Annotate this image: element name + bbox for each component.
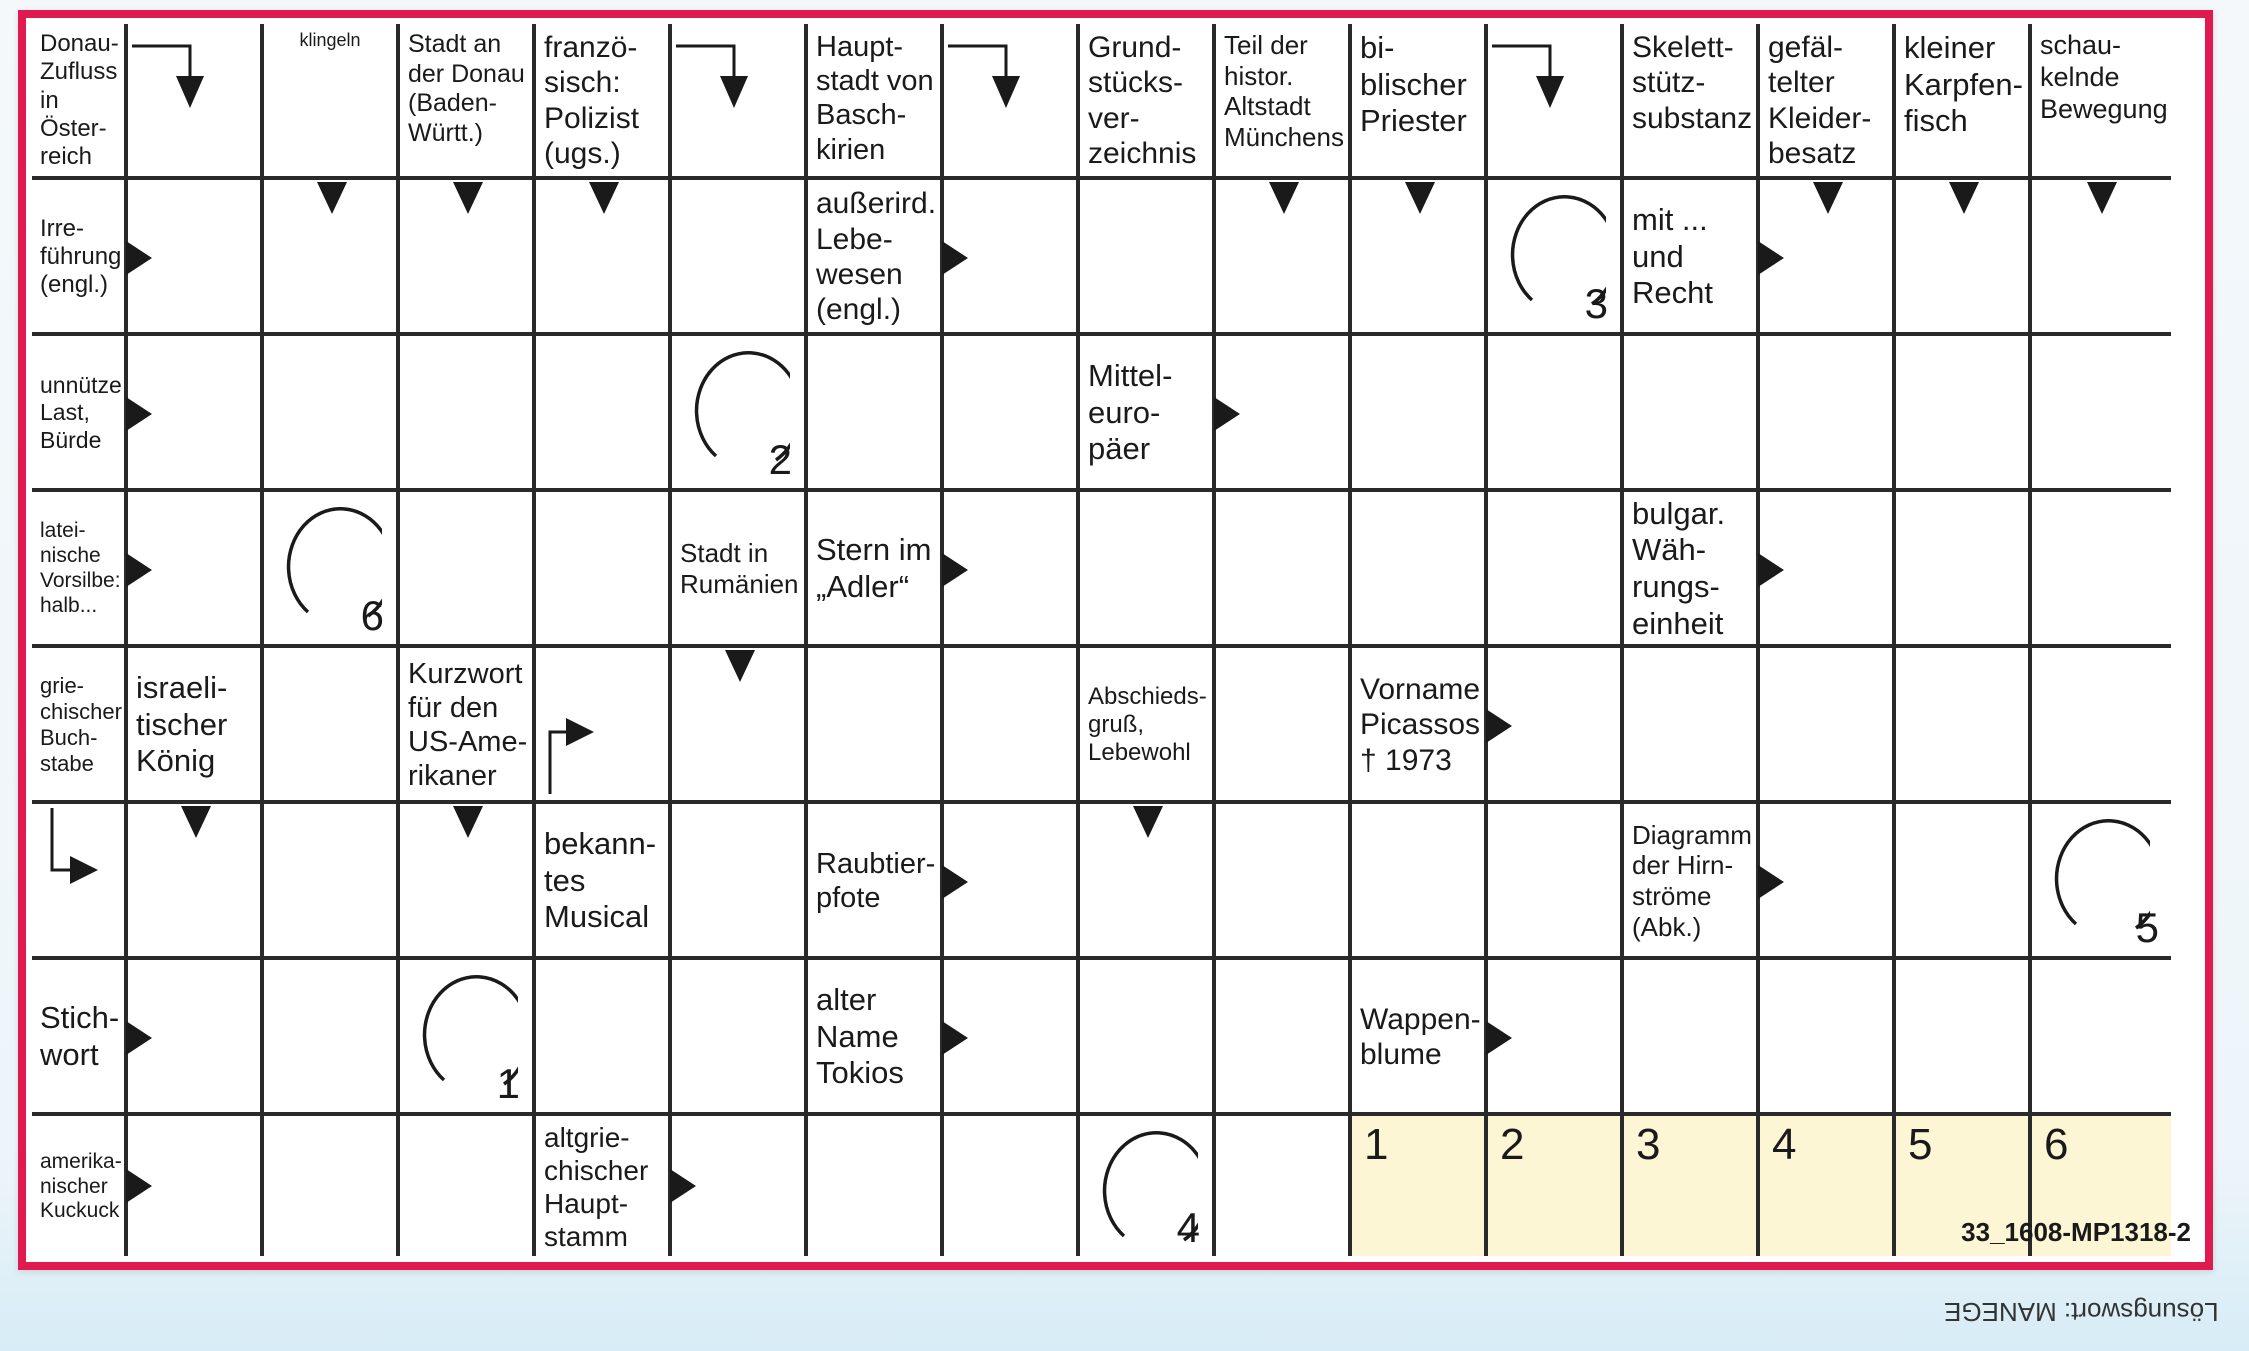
answer-cell[interactable] — [1080, 960, 1216, 1116]
clue-cell — [672, 492, 808, 648]
answer-cell[interactable] — [672, 336, 808, 492]
arrow-right-icon — [126, 241, 152, 275]
arrow-right-icon — [942, 241, 968, 275]
clue-cell — [1080, 648, 1216, 804]
clue-cell — [1080, 24, 1216, 180]
clue-text: Stadt an der Donau (Baden- Württ.) — [408, 30, 525, 147]
solution-letter-number: 5 — [1908, 1120, 1933, 1169]
clue-text: alter Name Tokios — [816, 982, 904, 1091]
solution-index: 5 — [2135, 904, 2159, 951]
clue-text: klingeln — [299, 30, 361, 50]
arrow-right-icon — [126, 1021, 152, 1055]
clue-cell — [808, 180, 944, 336]
answer-cell[interactable] — [1080, 1116, 1216, 1256]
solution-letter-number: 2 — [1500, 1120, 1525, 1169]
clue-text: Diagramm der Hirn- ströme (Abk.) — [1632, 819, 1752, 942]
answer-cell[interactable] — [1488, 180, 1624, 336]
clue-cell — [1760, 24, 1896, 180]
answer-key-upside-down: Lösungswort: MANEGE — [1944, 1297, 2219, 1327]
answer-cell[interactable] — [2032, 336, 2171, 492]
clue-cell — [128, 648, 264, 804]
clue-text: mit ... und Recht — [1632, 202, 1713, 311]
arrow-down-icon — [453, 806, 483, 838]
clue-text: Stadt in Rumänien — [680, 538, 799, 599]
answer-cell[interactable] — [1216, 960, 1352, 1116]
clue-cell — [1352, 648, 1488, 804]
clue-text: Abschieds- gruß, Lebewohl — [1088, 682, 1207, 767]
solution-index: 3 — [1584, 280, 1608, 327]
arrow-bent-right-icon — [544, 718, 604, 798]
clue-text: Wappen- blume — [1360, 1002, 1481, 1071]
clue-text: bulgar. Wäh- rungs- einheit — [1632, 495, 1726, 641]
solution-cell[interactable] — [1624, 1116, 1760, 1256]
arrow-bent-down-icon — [948, 38, 1028, 118]
answer-cell[interactable] — [400, 336, 536, 492]
answer-cell[interactable] — [1896, 492, 2032, 648]
clue-cell — [32, 24, 128, 180]
clue-cell — [808, 804, 944, 960]
clue-cell — [536, 1116, 672, 1256]
answer-cell[interactable] — [1488, 492, 1624, 648]
arrow-right-icon — [942, 553, 968, 587]
clue-text: unnütze Last, Bürde — [40, 372, 122, 453]
solution-cell[interactable] — [1488, 1116, 1624, 1256]
clue-text: franzö- sisch: Polizist (ugs.) — [544, 31, 640, 171]
answer-cell[interactable] — [1896, 960, 2032, 1116]
crossword-grid — [32, 24, 2199, 1256]
arrow-down-icon — [2087, 182, 2117, 214]
clue-cell — [1624, 492, 1760, 648]
answer-cell[interactable] — [264, 1116, 400, 1256]
clue-cell — [808, 24, 944, 180]
answer-cell[interactable] — [1624, 960, 1760, 1116]
arrow-right-icon — [1486, 1021, 1512, 1055]
arrow-down-icon — [317, 182, 347, 214]
clue-cell — [32, 336, 128, 492]
answer-cell[interactable] — [1760, 648, 1896, 804]
answer-cell[interactable] — [1216, 648, 1352, 804]
answer-cell[interactable] — [672, 180, 808, 336]
puzzle-code: 33_1608-MP1318-2 — [1961, 1217, 2191, 1247]
arrow-bent-down-icon — [132, 38, 212, 118]
answer-cell[interactable] — [1896, 648, 2032, 804]
answer-cell[interactable] — [944, 336, 1080, 492]
answer-cell[interactable] — [1488, 336, 1624, 492]
clue-cell — [32, 1116, 128, 1256]
answer-cell[interactable] — [1080, 180, 1216, 336]
answer-cell[interactable] — [808, 648, 944, 804]
arrow-down-icon — [1949, 182, 1979, 214]
arrow-bent-down-icon — [676, 38, 756, 118]
clue-text: Teil der histor. Altstadt Münchens — [1224, 30, 1344, 153]
clue-text: Stich- wort — [40, 1000, 120, 1072]
arrow-right-icon — [670, 1169, 696, 1203]
clue-text: Donau- Zufluss in Öster- reich — [40, 30, 119, 171]
arrow-down-icon — [589, 182, 619, 214]
solution-index: 6 — [360, 592, 384, 639]
arrow-right-icon — [126, 553, 152, 587]
arrow-down-icon — [1813, 182, 1843, 214]
clue-text: altgrie- chischer Haupt- stamm — [544, 1121, 649, 1253]
solution-letter-number: 4 — [1772, 1120, 1797, 1169]
solution-index: 2 — [768, 436, 792, 483]
answer-cell[interactable] — [808, 336, 944, 492]
arrow-down-icon — [725, 650, 755, 682]
answer-cell[interactable] — [1352, 804, 1488, 960]
answer-cell[interactable] — [264, 804, 400, 960]
answer-cell[interactable] — [2032, 492, 2171, 648]
clue-text: Kurzwort für den US-Ame- rikaner — [408, 657, 528, 793]
answer-cell[interactable] — [1896, 336, 2032, 492]
arrow-right-icon — [942, 1021, 968, 1055]
answer-cell[interactable] — [536, 960, 672, 1116]
arrow-right-icon — [1758, 241, 1784, 275]
arrow-right-icon — [1214, 397, 1240, 431]
solution-cell[interactable] — [1352, 1116, 1488, 1256]
answer-cell[interactable] — [1896, 804, 2032, 960]
clue-text: Vorname Picassos † 1973 — [1360, 672, 1481, 777]
clue-text: kleiner Karpfen- fisch — [1904, 30, 2023, 139]
clue-cell — [32, 648, 128, 804]
answer-cell[interactable] — [1216, 804, 1352, 960]
clue-cell — [32, 960, 128, 1116]
answer-cell[interactable] — [2032, 960, 2171, 1116]
clue-text: Raubtier- pfote — [816, 847, 936, 914]
answer-cell[interactable] — [1352, 492, 1488, 648]
clue-text: Skelett- stütz- substanz — [1632, 31, 1753, 135]
clue-cell — [808, 492, 944, 648]
answer-cell[interactable] — [944, 648, 1080, 804]
clue-text: Irre- führung (engl.) — [40, 214, 122, 299]
solution-letter-number: 1 — [1364, 1120, 1389, 1169]
clue-cell — [1352, 24, 1488, 180]
arrow-down-icon — [453, 182, 483, 214]
clue-text: Haupt- stadt von Basch- kirien — [816, 31, 934, 166]
clue-cell — [536, 24, 672, 180]
clue-cell — [1624, 804, 1760, 960]
solution-letter-number: 6 — [2044, 1120, 2069, 1169]
clue-cell — [400, 24, 536, 180]
solution-ring-icon — [2040, 816, 2150, 942]
clue-text: Mittel- euro- päer — [1088, 358, 1173, 467]
answer-cell[interactable] — [400, 960, 536, 1116]
clue-cell — [1624, 180, 1760, 336]
solution-letter-number: 3 — [1636, 1120, 1661, 1169]
clue-text: außerird. Lebe- wesen (engl.) — [816, 187, 937, 327]
solution-cell[interactable] — [1760, 1116, 1896, 1256]
crossword-puzzle — [18, 10, 2213, 1270]
clue-text: schau- kelnde Bewegung — [2040, 30, 2168, 124]
answer-cell[interactable] — [264, 960, 400, 1116]
arrow-bent-right-icon — [46, 808, 116, 888]
answer-cell[interactable] — [536, 492, 672, 648]
clue-cell — [32, 492, 128, 648]
answer-cell[interactable] — [400, 492, 536, 648]
arrow-down-icon — [1133, 806, 1163, 838]
arrow-down-icon — [1405, 182, 1435, 214]
arrow-right-icon — [126, 1169, 152, 1203]
clue-text: latei- nische Vorsilbe: halb... — [40, 519, 121, 617]
clue-text: Stern im „Adler“ — [816, 532, 932, 604]
arrow-right-icon — [1758, 553, 1784, 587]
clue-text: Grund- stücks- ver- zeichnis — [1088, 31, 1197, 171]
clue-cell — [1216, 24, 1352, 180]
answer-cell[interactable] — [672, 960, 808, 1116]
arrow-right-icon — [942, 865, 968, 899]
clue-cell — [32, 180, 128, 336]
arrow-right-icon — [1486, 709, 1512, 743]
clue-text: israeli- tischer König — [136, 670, 228, 779]
clue-cell — [1352, 960, 1488, 1116]
answer-cell[interactable] — [672, 804, 808, 960]
answer-cell[interactable] — [1488, 804, 1624, 960]
arrow-down-icon — [181, 806, 211, 838]
answer-cell[interactable] — [2032, 804, 2171, 960]
answer-cell[interactable] — [264, 648, 400, 804]
answer-cell[interactable] — [2032, 648, 2171, 804]
clue-cell — [400, 648, 536, 804]
answer-cell[interactable] — [536, 336, 672, 492]
clue-text: amerika- nischer Kuckuck — [40, 1149, 122, 1223]
answer-cell[interactable] — [400, 1116, 536, 1256]
clue-cell — [264, 24, 400, 180]
clue-cell — [1624, 24, 1760, 180]
clue-text: gefäl- telter Kleider- besatz — [1768, 31, 1872, 171]
answer-cell[interactable] — [264, 492, 400, 648]
clue-text: grie- chischer Buch- stabe — [40, 673, 122, 776]
clue-cell — [1896, 24, 2032, 180]
clue-cell — [1080, 336, 1216, 492]
clue-cell — [2032, 24, 2171, 180]
answer-cell[interactable] — [944, 1116, 1080, 1256]
answer-cell[interactable] — [1080, 492, 1216, 648]
answer-cell[interactable] — [1216, 492, 1352, 648]
arrow-bent-down-icon — [1492, 38, 1572, 118]
arrow-right-icon — [1758, 865, 1784, 899]
solution-index: 1 — [496, 1060, 520, 1107]
clue-text: bekann- tes Musical — [544, 826, 657, 935]
answer-cell[interactable] — [1760, 960, 1896, 1116]
answer-cell[interactable] — [808, 1116, 944, 1256]
clue-cell — [808, 960, 944, 1116]
clue-text: bi- blischer Priester — [1360, 30, 1467, 139]
answer-cell[interactable] — [264, 336, 400, 492]
arrow-right-icon — [126, 397, 152, 431]
answer-cell[interactable] — [1760, 336, 1896, 492]
arrow-down-icon — [1269, 182, 1299, 214]
answer-cell[interactable] — [1624, 336, 1760, 492]
answer-cell[interactable] — [1624, 648, 1760, 804]
solution-index: 4 — [1176, 1204, 1200, 1251]
answer-cell[interactable] — [1216, 1116, 1352, 1256]
clue-cell — [536, 804, 672, 960]
answer-cell[interactable] — [1352, 336, 1488, 492]
